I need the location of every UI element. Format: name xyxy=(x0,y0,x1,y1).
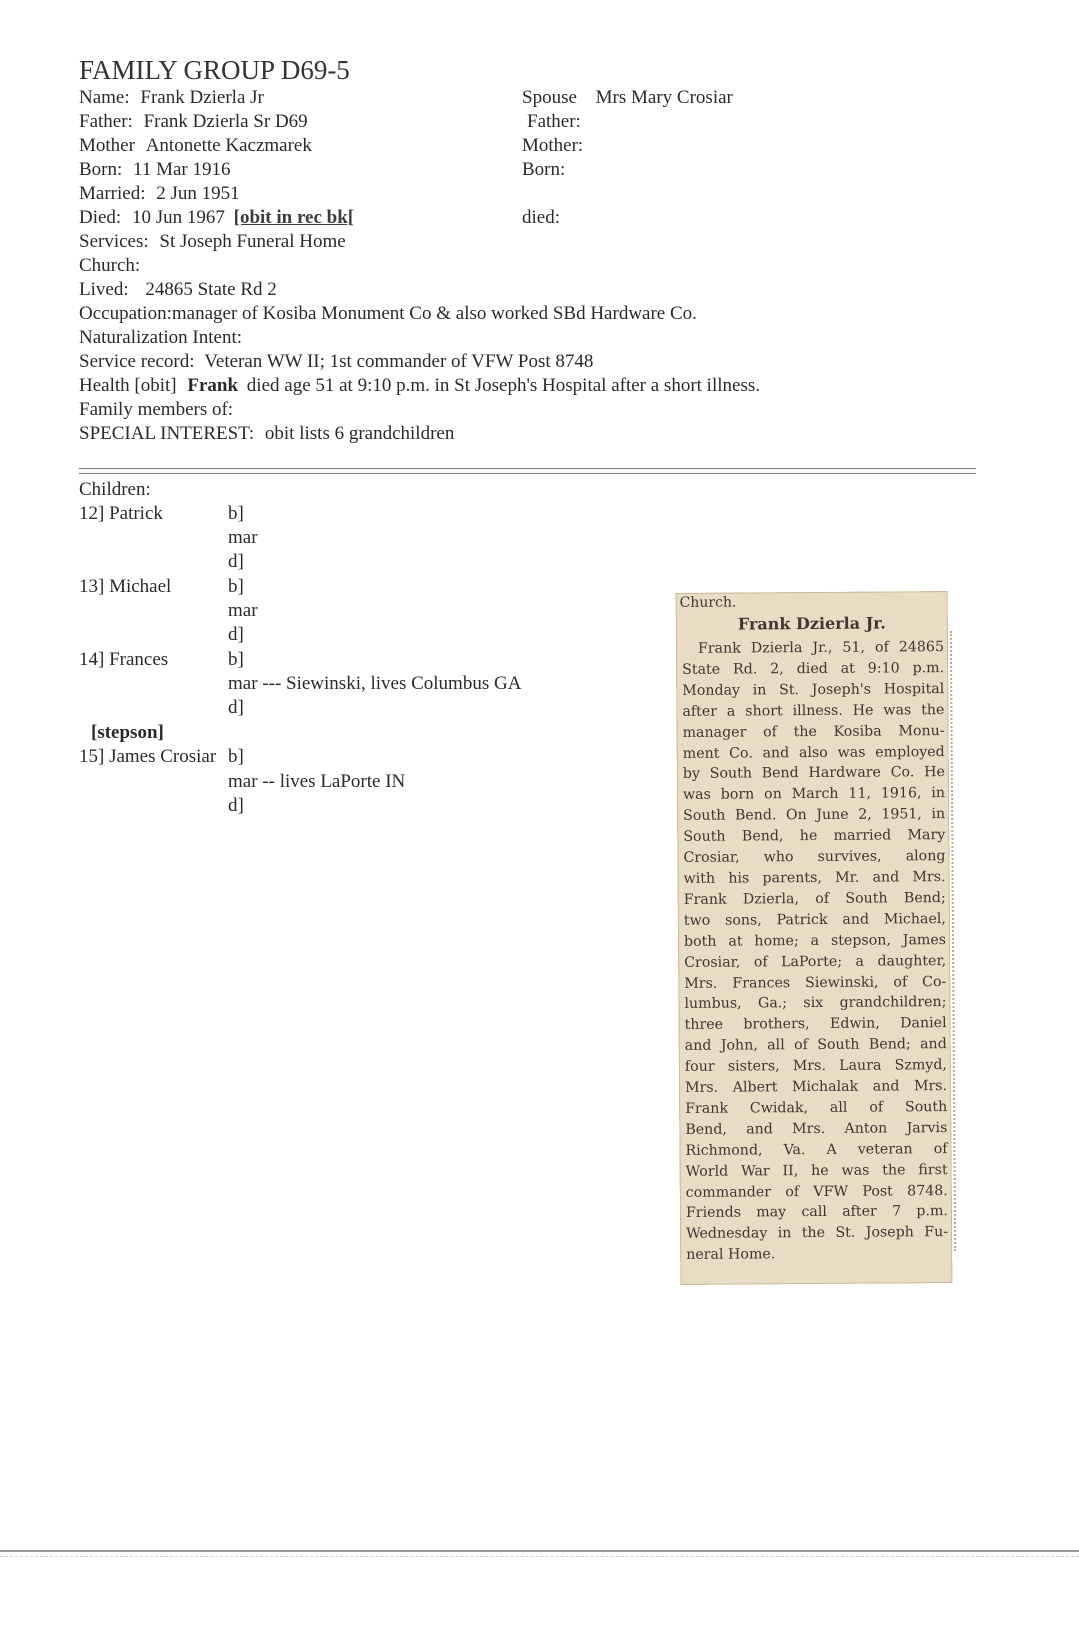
clipping-line: four sisters, Mrs. Laura Szmyd, xyxy=(684,1057,947,1076)
clipping-line: three brothers, Edwin, Daniel xyxy=(684,1015,947,1034)
child-married: mar xyxy=(228,527,258,548)
occupation-label: Occupation: xyxy=(79,303,172,324)
clipping-line: South Bend, he married Mary xyxy=(683,827,946,846)
child-married: mar --- Siewinski, lives Columbus GA xyxy=(228,673,522,694)
clipping-line: lumbus, Ga.; six grandchildren; xyxy=(684,994,947,1013)
clipping-line: Frank Cwidak, all of South xyxy=(685,1099,948,1117)
child-born: b] xyxy=(228,649,244,670)
mother-value: Antonette Kaczmarek xyxy=(145,135,312,156)
name-row xyxy=(79,87,264,109)
spouse-born-label: Born: xyxy=(522,159,566,180)
mother-row xyxy=(79,135,312,157)
spouse-value: Mrs Mary Crosiar xyxy=(595,87,733,108)
clipping-line: Frank Dzierla Jr., 51, of 24865 xyxy=(697,639,945,657)
child-died: d] xyxy=(228,795,244,816)
clipping-headline: Frank Dzierla Jr. xyxy=(737,613,886,634)
spouse-died-label: died: xyxy=(522,207,560,228)
service-record-row xyxy=(79,351,593,373)
service-record-value: Veteran WW II; 1st commander of VFW Post 8748 xyxy=(204,351,594,372)
service-record-label: Service record: xyxy=(79,351,195,372)
spouse-row xyxy=(522,87,733,109)
special-interest-value: obit lists 6 grandchildren xyxy=(264,423,455,444)
special-interest-label: SPECIAL INTEREST: xyxy=(79,423,255,444)
clipping-line: with his parents, Mr. and Mrs. xyxy=(683,869,946,887)
lived-value: 24865 State Rd 2 xyxy=(145,279,277,300)
name-value: Frank Dzierla Jr xyxy=(140,87,264,108)
children-label: Children: xyxy=(79,479,151,500)
died-label: Died: xyxy=(79,207,122,228)
health-row xyxy=(79,375,760,397)
born-row xyxy=(79,159,230,181)
clipping-line: Richmond, Va. A veteran of xyxy=(685,1140,948,1159)
lived-row xyxy=(79,279,277,301)
services-label: Services: xyxy=(79,231,149,252)
married-label: Married: xyxy=(79,183,146,204)
health-value: died age 51 at 9:10 p.m. in St Joseph's Hospital after a short illness. xyxy=(246,375,760,396)
clipping-line: manager of the Kosiba Monu- xyxy=(682,722,945,741)
spouse-father-label: Father: xyxy=(527,111,581,132)
child-born: b] xyxy=(228,746,244,767)
separator-rule xyxy=(79,468,976,469)
clipping-line: and John, all of South Bend; and xyxy=(684,1036,947,1055)
father-value: Frank Dzierla Sr D69 xyxy=(143,111,308,132)
obituary-clipping xyxy=(676,591,953,1285)
child-name: 13] Michael xyxy=(79,576,172,597)
child-born: b] xyxy=(228,503,244,524)
separator-rule xyxy=(79,473,976,474)
child-died: d] xyxy=(228,551,244,572)
family-members-label: Family members of: xyxy=(79,399,234,420)
services-row xyxy=(79,231,346,253)
clipping-line: by South Bend Hardware Co. He xyxy=(682,764,945,783)
clipping-line: Bend, and Mrs. Anton Jarvis xyxy=(685,1119,948,1138)
child-married: mar -- lives LaPorte IN xyxy=(228,771,406,792)
clipping-line: two sons, Patrick and Michael, xyxy=(683,910,946,929)
health-label: Health [obit] xyxy=(79,375,177,396)
health-name: Frank xyxy=(187,375,239,396)
name-label: Name: xyxy=(79,87,130,108)
church-label: Church: xyxy=(79,255,141,276)
scan-edge-line xyxy=(0,1556,1079,1557)
clipping-line: World War II, he was the first xyxy=(685,1161,948,1180)
obit-note: [obit in rec bk[ xyxy=(233,207,355,228)
page-title: FAMILY GROUP D69-5 xyxy=(79,55,350,85)
clipping-line: ment Co. and also was employed xyxy=(682,743,945,762)
clipping-line: Frank Dzierla, of South Bend; xyxy=(683,889,946,908)
clipping-line: after a short illness. He was the xyxy=(682,701,945,720)
lived-label: Lived: xyxy=(79,279,129,300)
died-row xyxy=(79,207,354,229)
born-label: Born: xyxy=(79,159,123,180)
father-label: Father: xyxy=(79,111,133,132)
clipping-line: South Bend. On June 2, 1951, in xyxy=(683,806,946,825)
family-members-row xyxy=(79,399,233,421)
clipping-body xyxy=(682,637,948,1266)
clipping-line: Mrs. Albert Michalak and Mrs. xyxy=(684,1078,948,1096)
spouse-label: Spouse xyxy=(522,87,577,108)
naturalization-label: Naturalization Intent: xyxy=(79,327,243,348)
clipping-line: Monday in St. Joseph's Hospital xyxy=(682,680,945,699)
clipping-line: Mrs. Frances Siewinski, of Co- xyxy=(684,973,947,992)
child-born: b] xyxy=(228,576,244,597)
clipping-line: Crosiar, who survives, along xyxy=(683,848,946,866)
clipping-line: Wednesday in the St. Joseph Fu- xyxy=(686,1224,949,1243)
born-value: 11 Mar 1916 xyxy=(133,159,231,180)
mother-label: Mother xyxy=(79,135,135,156)
naturalization-row xyxy=(79,327,242,349)
child-name: 15] James Crosiar xyxy=(79,746,217,767)
married-value: 2 Jun 1951 xyxy=(156,183,240,204)
father-row xyxy=(79,111,308,133)
scan-edge-line xyxy=(0,1550,1079,1552)
church-row xyxy=(79,255,140,277)
child-married: mar xyxy=(228,600,258,621)
stepson-tag: [stepson] xyxy=(91,722,164,743)
clipping-line: neral Home. xyxy=(686,1246,776,1264)
services-value: St Joseph Funeral Home xyxy=(159,231,346,252)
occupation-row xyxy=(79,303,697,325)
clipping-line: State Rd. 2, died at 9:10 p.m. xyxy=(682,659,945,678)
married-row xyxy=(79,183,240,205)
clipping-line: Crosiar, of LaPorte; a daughter, xyxy=(684,952,947,971)
clipping-line: both at home; a stepson, James xyxy=(683,931,947,950)
child-died: d] xyxy=(228,697,244,718)
clipping-line: Friends may call after 7 p.m. xyxy=(685,1203,948,1222)
clipping-line: was born on March 11, 1916, in xyxy=(682,785,946,804)
occupation-value: manager of Kosiba Monument Co & also worked SBd Hardware Co. xyxy=(171,303,697,324)
child-name: 12] Patrick xyxy=(79,503,163,524)
child-name: 14] Frances xyxy=(79,649,169,670)
clipping-line: commander of VFW Post 8748. xyxy=(685,1182,948,1201)
child-died: d] xyxy=(228,624,244,645)
died-value: 10 Jun 1967 xyxy=(131,207,225,228)
special-interest-row xyxy=(79,423,454,445)
clipping-top-text: Church. xyxy=(679,594,737,611)
spouse-mother-label: Mother: xyxy=(522,135,584,156)
